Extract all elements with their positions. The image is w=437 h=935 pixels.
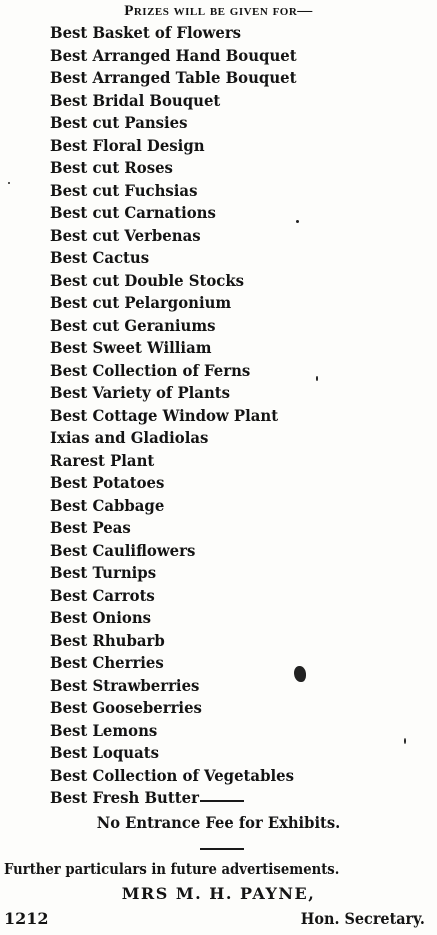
prize-item: Best Strawberries [50, 675, 200, 695]
prize-item: Best Carrots [50, 585, 155, 605]
ink-speck [296, 220, 299, 223]
secretary-title: Hon. Secretary. [300, 909, 425, 928]
prize-item: Best Potatoes [50, 473, 165, 492]
ink-speck [316, 376, 318, 381]
prize-item: Best cut Fuchsias [50, 180, 198, 200]
prize-item: Best cut Pelargonium [50, 293, 232, 312]
prize-item: Best Arranged Table Bouquet [50, 68, 297, 87]
prize-item: Best Fresh Butter [50, 788, 199, 807]
prize-item: Best Floral Design [50, 135, 205, 155]
ink-speck [8, 182, 10, 184]
prize-item: Best Cauliflowers [50, 540, 196, 560]
ink-speck [404, 738, 406, 744]
prize-item: Best Cabbage [50, 495, 165, 515]
prize-item: Best Collection of Vegetables [50, 765, 294, 785]
prize-item: Best cut Geraniums [50, 315, 216, 335]
prize-item: Best Rhubarb [50, 630, 165, 650]
prize-item: Best Lemons [50, 720, 158, 740]
prize-item: Rarest Plant [50, 450, 155, 470]
prize-item: Best Collection of Ferns [50, 360, 251, 380]
prize-item: Best Arranged Hand Bouquet [50, 45, 297, 65]
prize-item: Best Variety of Plants [50, 383, 231, 402]
prize-item: Best Cactus [50, 248, 150, 267]
prize-item: Best Peas [50, 518, 131, 537]
prize-item: Best Sweet William [50, 338, 212, 357]
prize-item: Best Cherries [50, 653, 164, 672]
prize-list [50, 22, 315, 810]
prize-item: Best Turnips [50, 563, 157, 582]
prize-item: Ixias and Gladiolas [50, 428, 209, 447]
prize-item: Best cut Carnations [50, 203, 216, 222]
prize-item: Best cut Verbenas [50, 225, 201, 245]
entrance-fee-note: No Entrance Fee for Exhibits. [96, 813, 341, 832]
divider-rule [200, 800, 244, 802]
prize-item: Best Cottage Window Plant [50, 405, 279, 425]
ad-number: 1212 [4, 909, 49, 928]
prize-item: Best Basket of Flowers [50, 23, 242, 42]
ink-speck [294, 666, 306, 682]
divider-rule [200, 848, 244, 850]
signer-name: MRS M. H. PAYNE, [121, 884, 316, 903]
prize-item: Best Gooseberries [50, 698, 202, 717]
prize-item: Best Loquats [50, 743, 159, 762]
prize-item: Best cut Pansies [50, 113, 188, 132]
prize-item: Best Bridal Bouquet [50, 90, 221, 110]
prize-item: Best cut Double Stocks [50, 270, 245, 290]
prizes-heading: Prizes will be given for— [124, 3, 313, 19]
prize-item: Best Onions [50, 608, 152, 627]
further-particulars: Further particulars in future advertisements. [4, 860, 340, 878]
prize-item: Best cut Roses [50, 158, 173, 177]
